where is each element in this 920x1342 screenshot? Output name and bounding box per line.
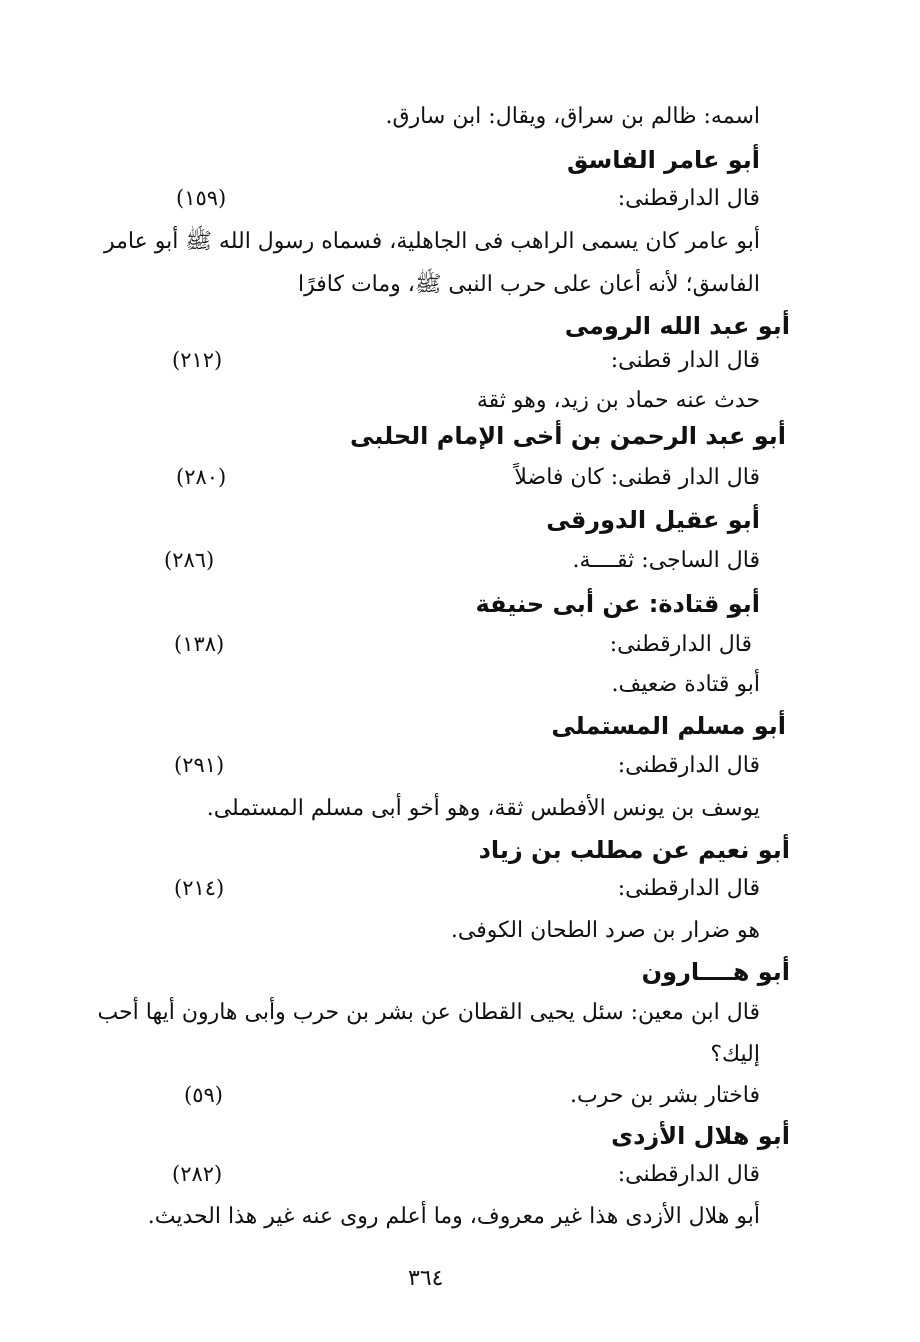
entry-heading: أبو نعيم عن مطلب بن زياد bbox=[478, 836, 790, 864]
text-line: يوسف بن يونس الأفطس ثقة، وهو أخو أبى مسلم المستملى. bbox=[206, 796, 760, 821]
text-line: قال الدار قطنى: كان فاضلاً bbox=[514, 465, 760, 490]
entry-heading: أبو عقيل الدورقى bbox=[546, 506, 760, 534]
entry-number: (١٣٨) bbox=[174, 632, 225, 656]
text-line: الفاسق؛ لأنه أعان على حرب النبى ﷺ، ومات كافرًا bbox=[298, 272, 760, 297]
text-line: قال الدارقطنى: bbox=[609, 632, 752, 657]
text-line: فاختار بشر بن حرب. bbox=[570, 1083, 760, 1108]
text-line: قال الدارقطنى: bbox=[617, 876, 760, 901]
text-line: قال الدار قطنى: bbox=[610, 348, 760, 373]
text-line: أبو قتادة ضعيف. bbox=[611, 672, 760, 697]
text-line: حدث عنه حماد بن زيد، وهو ثقة bbox=[476, 388, 760, 413]
entry-heading: أبو عبد الرحمن بن أخى الإمام الحلبى bbox=[349, 422, 786, 450]
text-line: قال الدارقطنى: bbox=[617, 186, 760, 211]
page-number: ٣٦٤ bbox=[408, 1266, 444, 1291]
entry-number: (٥٩) bbox=[184, 1083, 223, 1107]
entry-heading: أبو مسلم المستملى bbox=[551, 712, 786, 740]
entry-number: (٢١٤) bbox=[174, 876, 225, 900]
entry-number: (٢٩١) bbox=[174, 753, 225, 777]
entry-number: (٢٨٠) bbox=[176, 465, 227, 489]
text-line: قال الساجى: ثقــــة. bbox=[572, 548, 760, 573]
entry-heading: أبو هلال الأزدى bbox=[611, 1122, 790, 1150]
text-line: هو ضرار بن صرد الطحان الكوفى. bbox=[450, 918, 760, 943]
entry-heading: أبو عبد الله الرومى bbox=[564, 312, 790, 340]
entry-number: (١٥٩) bbox=[176, 186, 227, 210]
text-line: قال الدارقطنى: bbox=[617, 1162, 760, 1187]
entry-heading: أبو عامر الفاسق bbox=[567, 146, 760, 174]
entry-number: (٢٨٢) bbox=[172, 1162, 223, 1186]
entry-number: (٢٨٦) bbox=[164, 548, 215, 572]
entry-number: (٢١٢) bbox=[172, 348, 223, 372]
text-line: اسمه: ظالم بن سراق، ويقال: ابن سارق. bbox=[385, 104, 760, 129]
entry-heading: أبو قتادة: عن أبى حنيفة bbox=[475, 590, 760, 618]
text-line: قال ابن معين: سئل يحيى القطان عن بشر بن حرب وأبى هارون أيها أحب bbox=[97, 1000, 760, 1025]
text-line: إليك؟ bbox=[710, 1042, 760, 1067]
text-line: قال الدارقطنى: bbox=[617, 753, 760, 778]
text-line: أبو هلال الأزدى هذا غير معروف، وما أعلم روى عنه غير هذا الحديث. bbox=[147, 1204, 760, 1229]
text-line: أبو عامر كان يسمى الراهب فى الجاهلية، فسماه رسول الله ﷺ أبو عامر bbox=[104, 229, 760, 254]
entry-heading: أبو هــــارون bbox=[641, 958, 790, 986]
